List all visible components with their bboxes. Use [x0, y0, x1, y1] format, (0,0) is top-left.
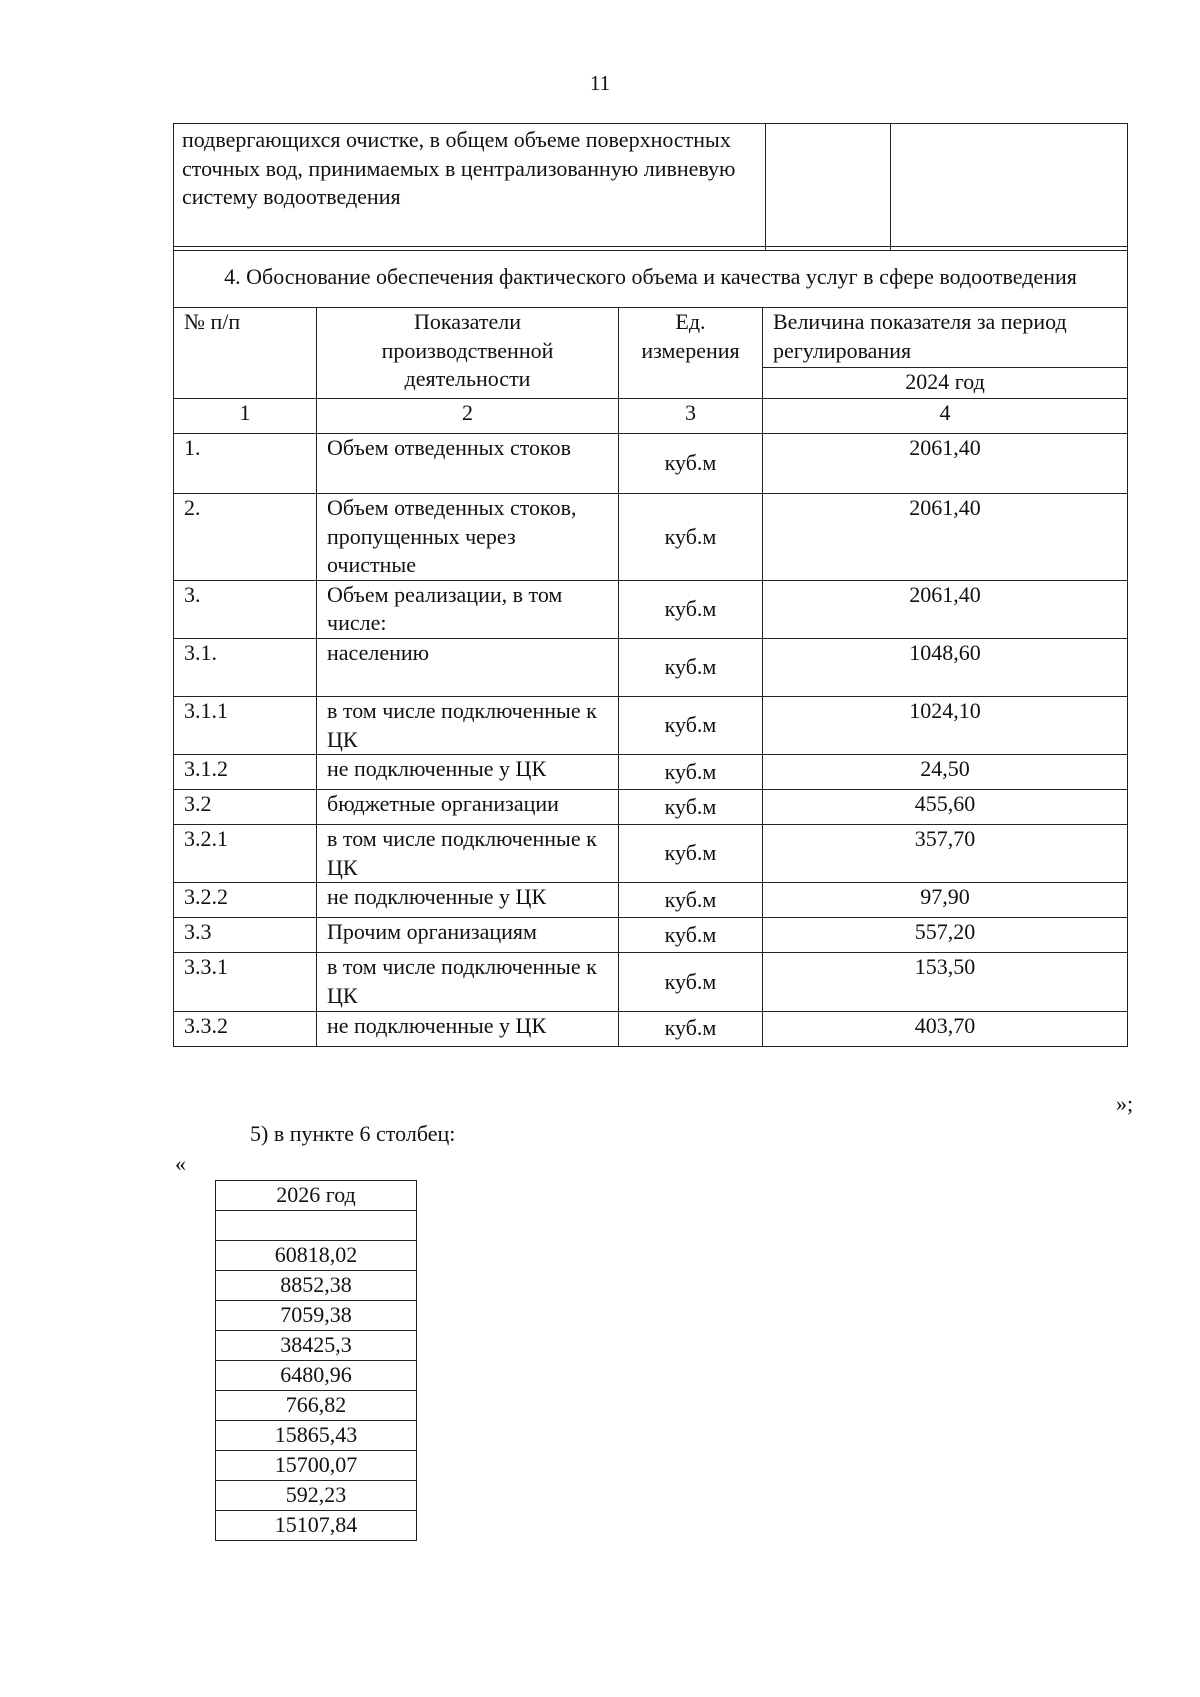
row-value: 97,90	[763, 883, 1128, 918]
row-unit: куб.м	[619, 434, 763, 494]
row-unit: куб.м	[619, 1011, 763, 1046]
row-name: в том числе подключенные к ЦК	[317, 825, 619, 883]
column-value: 592,23	[216, 1481, 417, 1511]
row-unit: куб.м	[619, 638, 763, 696]
row-num: 2.	[174, 494, 317, 581]
row-value: 2061,40	[763, 494, 1128, 581]
table-row	[174, 696, 1128, 754]
column-value	[216, 1211, 417, 1241]
table-row	[174, 790, 1128, 825]
row-num: 3.3	[174, 918, 317, 953]
row-unit: куб.м	[619, 825, 763, 883]
row-name: в том числе подключенные к ЦК	[317, 696, 619, 754]
col-number: 4	[763, 399, 1128, 434]
row-name: Объем реализации, в том числе:	[317, 580, 619, 638]
row-num: 3.3.1	[174, 953, 317, 1011]
closing-quote: »;	[1116, 1091, 1134, 1116]
table-row	[174, 638, 1128, 696]
row-num: 3.3.2	[174, 1011, 317, 1046]
column-value: 38425,3	[216, 1331, 417, 1361]
row-num: 3.1.2	[174, 755, 317, 790]
column-value-row	[216, 1391, 417, 1421]
row-num: 3.2.2	[174, 883, 317, 918]
row-num: 1.	[174, 434, 317, 494]
row-name: в том числе подключенные к ЦК	[317, 953, 619, 1011]
continuation-table	[173, 123, 1128, 251]
row-num: 3.2.1	[174, 825, 317, 883]
table-row	[174, 1011, 1128, 1046]
column-value-row	[216, 1511, 417, 1541]
header-unit: Ед. измерения	[619, 308, 763, 399]
table-row	[174, 953, 1128, 1011]
row-value: 24,50	[763, 755, 1128, 790]
col-number: 1	[174, 399, 317, 434]
table-row	[174, 434, 1128, 494]
column-value-row	[216, 1481, 417, 1511]
empty-cell	[766, 124, 891, 251]
column-value-row	[216, 1241, 417, 1271]
row-unit: куб.м	[619, 755, 763, 790]
row-num: 3.	[174, 580, 317, 638]
services-table	[173, 246, 1128, 1047]
table-row	[174, 755, 1128, 790]
header-value: Величина показателя за период регулирования	[763, 308, 1128, 368]
table-row	[174, 825, 1128, 883]
col-number: 3	[619, 399, 763, 434]
column-value: 7059,38	[216, 1301, 417, 1331]
column-value-row	[216, 1271, 417, 1301]
table-row	[174, 124, 1128, 251]
row-name: не подключенные у ЦК	[317, 1011, 619, 1046]
column-table	[215, 1180, 417, 1541]
continuation-text: подвергающихся очистке, в общем объеме поверхностных сточных вод, принимаемых в централизованную ливневую систему водоотведения	[174, 124, 766, 251]
row-num: 3.2	[174, 790, 317, 825]
header-num: № п/п	[174, 308, 317, 399]
page-number: 11	[589, 71, 611, 95]
empty-cell	[891, 124, 1128, 251]
row-value: 153,50	[763, 953, 1128, 1011]
amendment-paragraph: 5) в пункте 6 столбец:	[250, 1121, 456, 1146]
row-value: 455,60	[763, 790, 1128, 825]
row-unit: куб.м	[619, 494, 763, 581]
column-value-row	[216, 1361, 417, 1391]
column-value-row	[216, 1331, 417, 1361]
row-name: Объем отведенных стоков, пропущенных через очистные	[317, 494, 619, 581]
row-value: 557,20	[763, 918, 1128, 953]
row-value: 357,70	[763, 825, 1128, 883]
row-name: не подключенные у ЦК	[317, 755, 619, 790]
column-header: 2026 год	[216, 1181, 417, 1211]
row-unit: куб.м	[619, 790, 763, 825]
header-year: 2024 год	[763, 367, 1128, 398]
col-number: 2	[317, 399, 619, 434]
row-value: 2061,40	[763, 434, 1128, 494]
header-row	[174, 308, 1128, 368]
column-value-row	[216, 1451, 417, 1481]
column-value-row	[216, 1301, 417, 1331]
row-unit: куб.м	[619, 918, 763, 953]
row-name: Прочим организациям	[317, 918, 619, 953]
column-value: 15700,07	[216, 1451, 417, 1481]
table-row	[174, 918, 1128, 953]
header-indicator: Показатели производственной деятельности	[317, 308, 619, 399]
row-unit: куб.м	[619, 696, 763, 754]
section-title: 4. Обоснование обеспечения фактического объема и качества услуг в сфере водоотведения	[174, 247, 1128, 308]
row-value: 1024,10	[763, 696, 1128, 754]
column-value: 15107,84	[216, 1511, 417, 1541]
column-value-row	[216, 1211, 417, 1241]
section-row	[174, 247, 1128, 308]
row-value: 2061,40	[763, 580, 1128, 638]
column-value: 766,82	[216, 1391, 417, 1421]
column-value: 8852,38	[216, 1271, 417, 1301]
table-row	[174, 494, 1128, 581]
row-name: населению	[317, 638, 619, 696]
row-unit: куб.м	[619, 883, 763, 918]
column-header-row	[216, 1181, 417, 1211]
row-num: 3.1.	[174, 638, 317, 696]
table-row	[174, 580, 1128, 638]
column-value: 6480,96	[216, 1361, 417, 1391]
row-unit: куб.м	[619, 580, 763, 638]
column-value: 60818,02	[216, 1241, 417, 1271]
column-value-row	[216, 1421, 417, 1451]
row-name: бюджетные организации	[317, 790, 619, 825]
row-value: 1048,60	[763, 638, 1128, 696]
row-name: не подключенные у ЦК	[317, 883, 619, 918]
column-value: 15865,43	[216, 1421, 417, 1451]
row-unit: куб.м	[619, 953, 763, 1011]
column-number-row	[174, 399, 1128, 434]
row-value: 403,70	[763, 1011, 1128, 1046]
row-name: Объем отведенных стоков	[317, 434, 619, 494]
open-quote: «	[175, 1151, 186, 1176]
row-num: 3.1.1	[174, 696, 317, 754]
table-row	[174, 883, 1128, 918]
